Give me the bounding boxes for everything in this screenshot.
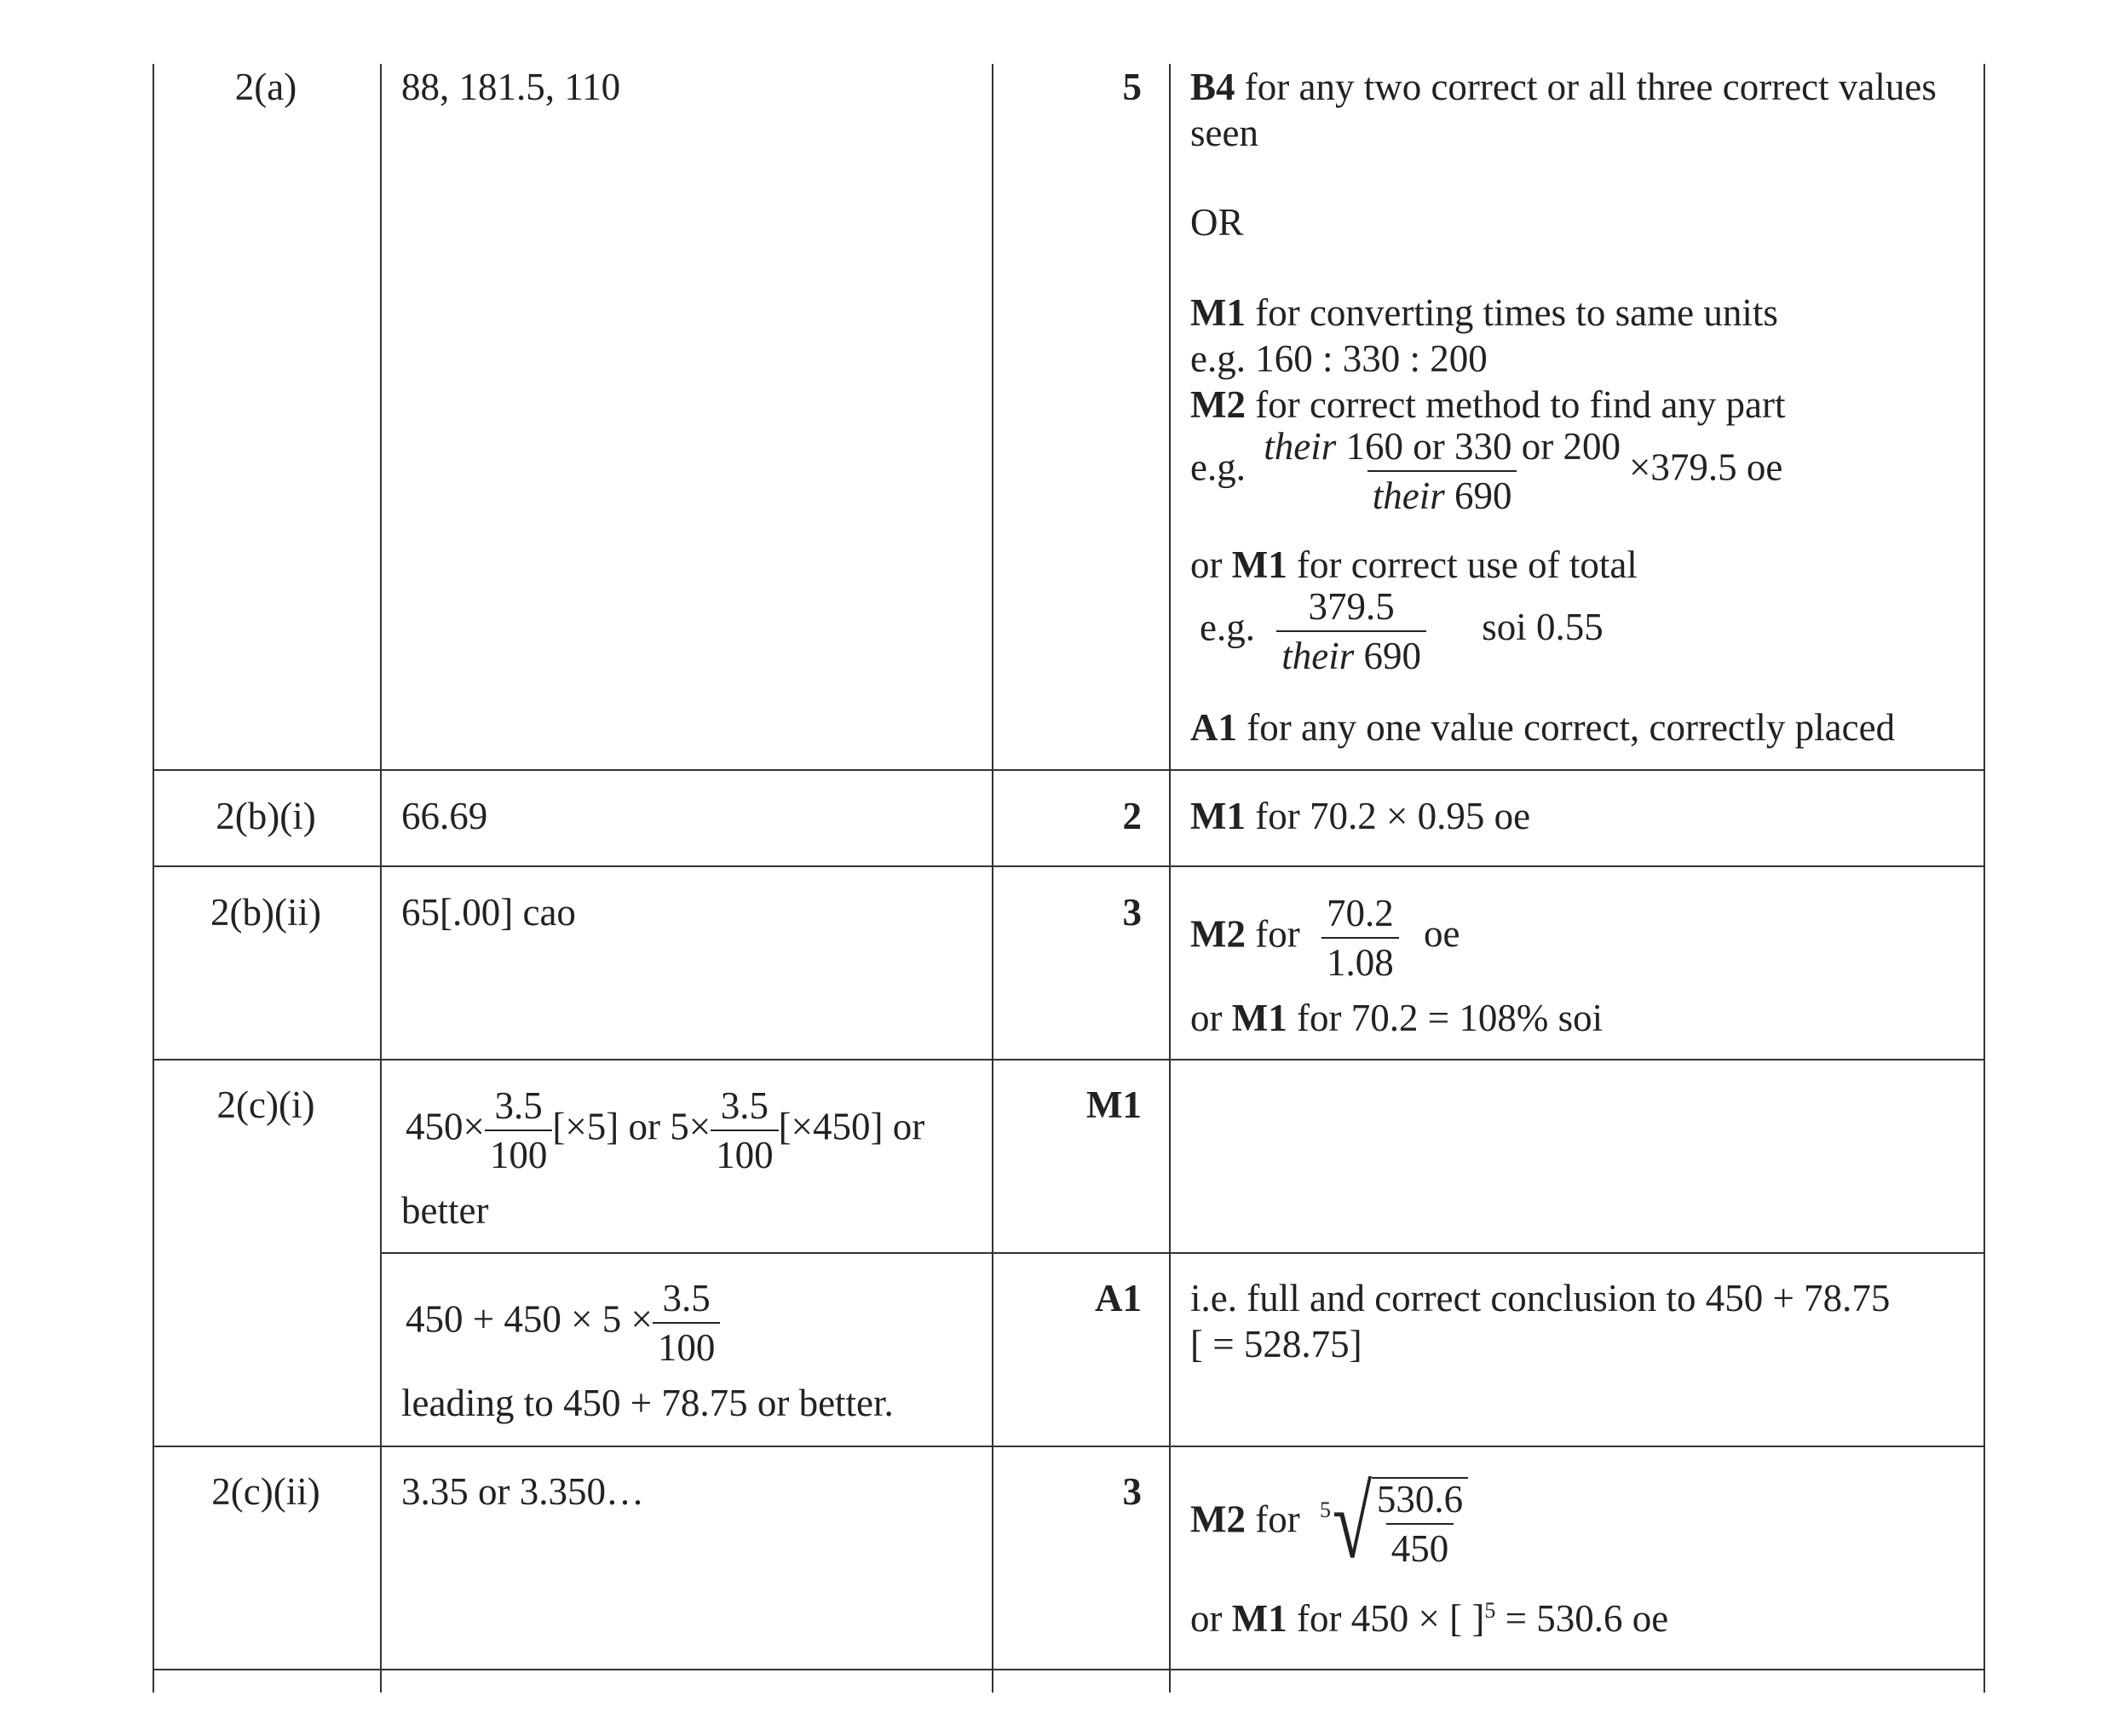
question-number: 2(c)(i) — [216, 1084, 315, 1126]
guidance-m1: M1 for converting times to same units — [1190, 291, 1778, 334]
question-number: 2(b)(i) — [216, 795, 316, 837]
row-divider — [153, 1669, 1985, 1670]
row-divider — [153, 1059, 1985, 1061]
fraction: $\frac{3.5}{100}$ — [711, 1085, 779, 1176]
fraction: $\frac{3.5}{100}$ — [485, 1085, 553, 1176]
guidance-m1: or M1 for 70.2 = 108% soi — [1190, 997, 1603, 1039]
answer-text: 3.35 or 3.350… — [401, 1470, 644, 1513]
column-divider-notes — [1169, 64, 1171, 1693]
answer-method-cont: better — [401, 1189, 489, 1232]
guidance-a1: A1 for any one value correct, correctly placed — [1190, 706, 1896, 749]
question-number: 2(c)(ii) — [211, 1470, 320, 1513]
answer-text: 66.69 — [401, 795, 488, 837]
answer-conclusion: 450 + 450 × 5 × $\frac{3.5}{100}$ — [406, 1278, 720, 1368]
marks: 2 — [1122, 795, 1142, 837]
guidance-or-m1: or M1 for correct use of total — [1190, 543, 1638, 586]
question-number: 2(b)(ii) — [210, 891, 321, 934]
fraction: $\frac{3.5}{100}$ — [653, 1278, 721, 1368]
guidance-b4-cont: seen — [1190, 112, 1258, 154]
fifth-root: 5 √ $\frac{530.6}{450}$ — [1320, 1472, 1468, 1574]
answer-conclusion-cont: leading to 450 + 78.75 or better. — [401, 1382, 894, 1424]
column-divider-marks — [992, 64, 993, 1693]
marks: 3 — [1122, 1470, 1142, 1513]
fraction: $\frac{530.6}{450}$ — [1376, 1478, 1464, 1570]
answer-text: 65[.00] cao — [401, 891, 576, 934]
answer-text: 88, 181.5, 110 — [401, 66, 621, 108]
guidance-a1-cont: [ = 528.75] — [1190, 1323, 1362, 1365]
guidance-m1-example: e.g. 160 : 330 : 200 — [1190, 337, 1488, 380]
row-divider — [153, 1446, 1985, 1447]
guidance-or-m1-example: e.g. $\frac{379.5}{\text{their 690}}$ soi 0.55 — [1200, 585, 1603, 677]
fraction: $\frac{70.2}{1.08}$ — [1321, 893, 1399, 983]
table-border-left — [153, 64, 154, 1693]
guidance-m2-example: e.g. $\frac{\text{their 160 or 330 or 200}}{\text{their 690}}$ ×379.5 oe — [1190, 425, 1783, 517]
guidance-m2: M2 for 5 √ $\frac{530.6}{450}$ — [1190, 1472, 1468, 1574]
column-divider-answer — [380, 64, 382, 1693]
marks: M1 — [1086, 1084, 1142, 1126]
row-divider — [153, 865, 1985, 867]
guidance-or: OR — [1190, 201, 1244, 244]
answer-method: 450× $\frac{3.5}{100}$ [×5] or 5× $\frac{3.5}{100}$ [×450] or — [406, 1084, 925, 1176]
marks: 3 — [1122, 891, 1142, 934]
guidance-b4: B4 for any two correct or all three correct values — [1190, 66, 1937, 108]
fraction: $\frac{379.5}{\text{their 690}}$ — [1276, 586, 1426, 676]
fraction: $\frac{\text{their 160 or 330 or 200}}{\text{their 690}}$ — [1264, 425, 1621, 517]
question-number: 2(a) — [234, 66, 297, 108]
guidance-a1: i.e. full and correct conclusion to 450 + 78.75 — [1190, 1277, 1891, 1319]
row-divider — [153, 769, 1985, 771]
table-border-right — [1983, 64, 1985, 1693]
marks: A1 — [1095, 1277, 1142, 1319]
guidance-m2: M2 for correct method to find any part — [1190, 383, 1786, 426]
guidance-m2: M2 for $\frac{70.2}{1.08}$ oe — [1190, 892, 1460, 984]
row-divider — [380, 1252, 1985, 1254]
guidance-m1: or M1 for 450 × [ ]$^5$ = 530.6 oe — [1190, 1597, 1669, 1640]
guidance-m1: M1 for 70.2 × 0.95 oe — [1190, 795, 1531, 837]
marks: 5 — [1122, 66, 1142, 108]
